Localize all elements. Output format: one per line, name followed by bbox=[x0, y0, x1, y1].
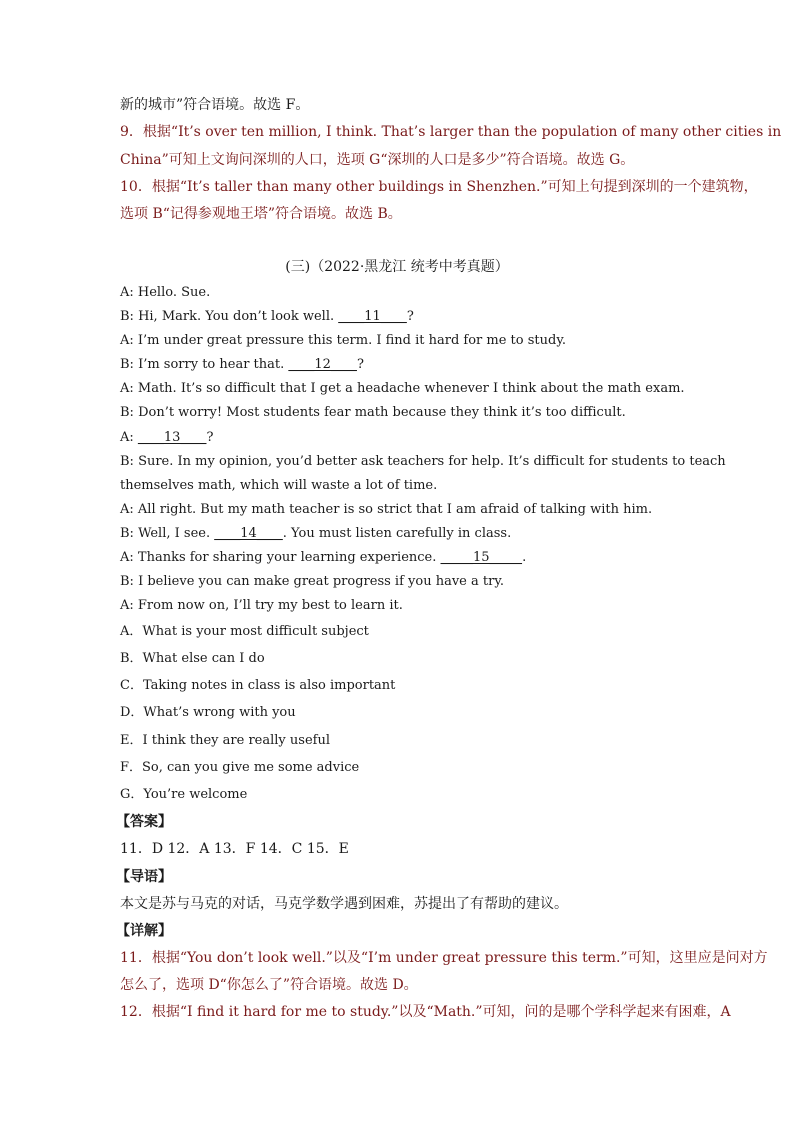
answer-text: 11．D 12．A 13．F 14．C 15．E bbox=[120, 841, 349, 857]
dialogue-line: B: Sure. In my opinion, you’d better ask teachers for help. It’s difficult for students to teach bbox=[120, 454, 726, 469]
guide-text: 本文是苏与马克的对话，马克学数学遇到困难，苏提出了有帮助的建议。 bbox=[120, 896, 568, 912]
dialogue-line: B: Hi, Mark. You don’t look well. ____11____? bbox=[120, 309, 414, 324]
dialogue-line: A: Math. It’s so difficult that I get a headache whenever I think about the math exam. bbox=[120, 381, 685, 396]
dialogue-line: A: ____13____? bbox=[120, 430, 214, 445]
blank-12: ____12____ bbox=[288, 357, 357, 372]
option-a: A．What is your most difficult subject bbox=[120, 624, 369, 639]
dialogue-line: themselves math, which will waste a lot of time. bbox=[120, 478, 438, 493]
explanation-line-3: China”可知上文询问深圳的人口，选项 G“深圳的人口是多少”符合语境。故选 G。 bbox=[120, 152, 635, 168]
explanation-line-2: 9．根据“It’s over ten million, I think. That’s larger than the population of many other cities in bbox=[120, 124, 782, 140]
detail-line-2: 怎么了，选项 D“你怎么了”符合语境。故选 D。 bbox=[120, 977, 418, 993]
blank-15: _____15_____ bbox=[440, 550, 523, 565]
dialogue-line: A: From now on, I’ll try my best to learn it. bbox=[120, 598, 403, 613]
dialogue-line: B: I’m sorry to hear that. ____12____? bbox=[120, 357, 364, 372]
detail-line-3: 12．根据“I find it hard for me to study.”以及“Math.”可知，问的是哪个学科学起来有困难，A bbox=[120, 1004, 731, 1020]
blank-13: ____13____ bbox=[137, 430, 207, 445]
dialogue-line: B: Don’t worry! Most students fear math because they think it’s too difficult. bbox=[120, 405, 626, 420]
explanation-line-4: 10．根据“It’s taller than many other buildings in Shenzhen.”可知上句提到深圳的一个建筑物， bbox=[120, 179, 758, 195]
guide-label: 【导语】 bbox=[116, 869, 172, 885]
explanation-line-1: 新的城市”符合语境。故选 F。 bbox=[120, 97, 310, 113]
detail-line-1: 11．根据“You don’t look well.”以及“I’m under great pressure this term.”可知，这里应是问对方 bbox=[120, 950, 768, 966]
option-f: F．So, can you give me some advice bbox=[120, 760, 360, 775]
dialogue-line: A: All right. But my math teacher is so strict that I am afraid of talking with him. bbox=[120, 502, 653, 517]
dialogue-line: A: Hello. Sue. bbox=[120, 285, 211, 300]
dialogue-line: A: I’m under great pressure this term. I find it hard for me to study. bbox=[120, 333, 567, 348]
blank-14: ____14____ bbox=[214, 526, 283, 541]
option-g: G．You’re welcome bbox=[120, 787, 248, 802]
option-c: C．Taking notes in class is also important bbox=[120, 678, 396, 693]
dialogue-line: A: Thanks for sharing your learning experience. _____15_____. bbox=[120, 550, 527, 565]
blank-11: ____11____ bbox=[338, 309, 407, 324]
answer-label: 【答案】 bbox=[116, 814, 172, 830]
option-b: B．What else can I do bbox=[120, 651, 265, 666]
section-title: (三)（2022·黑龙江 统考中考真题） bbox=[285, 259, 509, 275]
option-e: E．I think they are really useful bbox=[120, 733, 330, 748]
dialogue-line: B: Well, I see. ____14____. You must listen carefully in class. bbox=[120, 526, 512, 541]
option-d: D．What’s wrong with you bbox=[120, 705, 296, 720]
dialogue-line: B: I believe you can make great progress if you have a try. bbox=[120, 574, 505, 589]
explanation-line-5: 选项 B“记得参观地王塔”符合语境。故选 B。 bbox=[120, 206, 402, 222]
detail-label: 【详解】 bbox=[116, 923, 172, 939]
